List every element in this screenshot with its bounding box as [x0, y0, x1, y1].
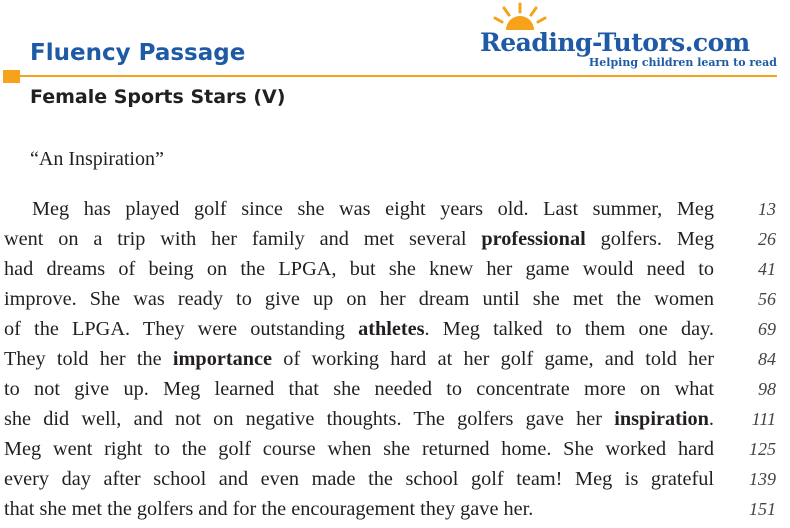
line-text: . — [708, 408, 714, 430]
passage-line — [4, 406, 786, 436]
line-text: went on a trip with her family and met several — [4, 228, 482, 250]
logo-name: Reading-Tutors.com — [480, 28, 750, 57]
word-count: 111 — [751, 409, 776, 429]
fluency-passage-title: Fluency Passage — [30, 40, 246, 66]
passage-line — [4, 436, 786, 466]
word-count: 56 — [758, 289, 776, 309]
line-text: of working hard at her golf game, and told her — [272, 348, 714, 370]
vocabulary-word: inspiration — [614, 408, 709, 430]
passage-line-text — [4, 436, 714, 462]
passage-line — [4, 376, 786, 406]
vocabulary-word: professional — [481, 228, 586, 250]
line-text: golfers. Meg — [585, 228, 714, 250]
line-text: that she met the golfers and for the encouragement they gave her. — [4, 498, 534, 520]
passage-subtitle: Female Sports Stars (V) — [30, 86, 286, 108]
accent-square — [3, 70, 20, 83]
word-count: 151 — [749, 499, 776, 519]
line-text: of the LPGA. They were outstanding — [4, 318, 359, 340]
passage-line — [4, 346, 786, 376]
line-text: she did well, and not on negative thoughts. The golfers gave her — [4, 408, 615, 430]
logo-tagline: Helping children learn to read — [588, 56, 777, 69]
passage-line — [4, 226, 786, 256]
line-text: had dreams of being on the LPGA, but she knew her game would need to — [4, 258, 714, 280]
line-text: . Meg talked to them one day. — [424, 318, 714, 340]
passage-line — [4, 466, 786, 496]
word-count: 98 — [758, 379, 776, 399]
passage-body — [4, 196, 786, 526]
passage-line — [4, 196, 786, 226]
line-text: Meg has played golf since she was eight years old. Last summer, Meg — [32, 198, 714, 220]
passage-line — [4, 496, 786, 526]
passage-line-text — [4, 496, 714, 522]
passage-line — [4, 286, 786, 316]
reading-tutors-logo — [476, 2, 781, 74]
passage-title: “An Inspiration” — [30, 148, 164, 170]
vocabulary-word: importance — [172, 348, 273, 370]
vocabulary-word: athletes — [358, 318, 425, 340]
passage-line-text — [4, 256, 714, 282]
passage-line-text — [4, 466, 714, 492]
word-count: 139 — [749, 469, 776, 489]
passage-line-text — [4, 376, 714, 402]
word-count: 84 — [758, 349, 776, 369]
passage-line-text — [4, 406, 714, 432]
accent-divider — [20, 75, 777, 77]
passage-line-text — [4, 316, 714, 342]
passage-line-text — [32, 196, 714, 222]
word-count: 26 — [758, 229, 776, 249]
line-text: improve. She was ready to give up on her dream until she met the women — [4, 288, 714, 310]
word-count: 13 — [758, 199, 776, 219]
passage-line — [4, 316, 786, 346]
word-count: 41 — [758, 259, 776, 279]
word-count: 69 — [758, 319, 776, 339]
line-text: every day after school and even made the school golf team! Meg is grateful — [4, 468, 714, 490]
passage-line-text — [4, 346, 714, 372]
line-text: to not give up. Meg learned that she needed to concentrate more on what — [4, 378, 714, 400]
word-count: 125 — [749, 439, 776, 459]
line-text: They told her the — [4, 348, 173, 370]
passage-line-text — [4, 226, 714, 252]
line-text: Meg went right to the golf course when she returned home. She worked hard — [4, 438, 714, 460]
passage-line-text — [4, 286, 714, 312]
passage-line — [4, 256, 786, 286]
